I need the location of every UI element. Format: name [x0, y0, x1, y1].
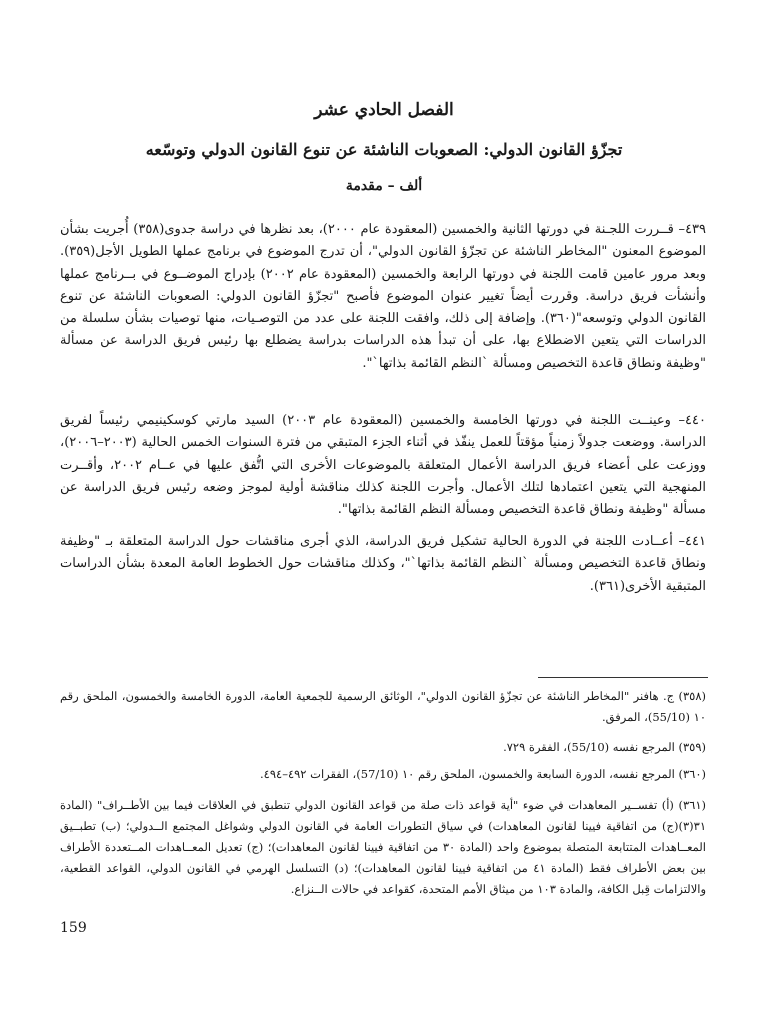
paragraph-441: ٤٤١– أعــادت اللجنة في الدورة الحالية تشكيل فريق الدراسة، الذي أجرى مناقشات حول الدراسة المتعلقة بـ "وظيفة ونطاق قاعدة التخصيص ومسألة `النظم القائمة بذاتها`"، وكذلك مناقشات حول الخطوط العامة المعدة بشأن الدراسات المتبقية الأخرى(٣٦١).: [60, 534, 706, 594]
page-number: 159: [60, 920, 87, 936]
footnote-separator: [538, 677, 708, 678]
paragraph-439: ٤٣٩– قــررت اللجـنة في دورتها الثانية والخمسين (المعقودة عام ٢٠٠٠)، بعد نظرها في دراسة جدوى(٣٥٨) أُجريت بشأن الموضوع المعنون "المخاطر الناشئة عن تجزّؤ القانون الدولي"، أن تدرج الموضوع في برنامج عملها الطويل الأجل(٣٥٩). وبعد مرور عامين قامت اللجنة في دورتها الرابعة والخمسين (المعقودة عام ٢٠٠٢) بإدراج الموضــوع في بــرنامج عملها وأنشأت فريق دراسة. وقررت أيضاً تغيير عنوان الموضوع فأصبح "تجزّؤ القانون الدولي: الصعوبات الناشئة عن تنوع القانون الدولي وتوسعه"(٣٦٠). وإضافة إلى ذلك، وافقت اللجنة على عدد من التوصـيات، منها توصيات بشأن سلسلة من الدراسات التي يتعين الاضطلاع بها، على أن تبدأ هذه الدراسات بدراسة يضطلع بها رئيس فريق الدراسة عن مسألة "وظيفة ونطاق قاعدة التخصيص ومسألة `النظم القائمة بذاتها`".: [60, 222, 707, 371]
chapter-title: الفصل الحادي عشر: [314, 100, 454, 120]
footnote-359: (٣٥٩) المرجع نفسه (55/10)، الفقرة ٧٢٩.: [503, 740, 706, 754]
chapter-subtitle: تجزّؤ القانون الدولي: الصعوبات الناشئة عن تنوع القانون الدولي وتوسّعه: [145, 140, 623, 159]
footnote-360: (٣٦٠) المرجع نفسه، الدورة السابعة والخمسون، الملحق رقم ١٠ (57/10)، الفقرات ٤٩٢–٤٩٤.: [260, 767, 706, 781]
footnote-361: (٣٦١) (أ) تفســير المعاهدات في ضوء "أية قواعد ذات صلة من قواعد القانون الدولي تنطبق في العلاقات فيما بين الأطــراف" (المادة ٣١(٣)(ج) من اتفاقية فيينا لقانون المعاهدات) في سياق التطورات العامة في القانون الدولي وشواغل المجتمع الــدولي؛ (ب) تطبــيق المعــاهدات المتتابعة المتصلة بموضوع واحد (المادة ٣٠ من اتفاقية فيينا لقانون المعاهدات)؛ (ج) تعديل المعــاهدات المــتعددة الأطراف بين بعض الأطراف فقط (المادة ٤١ من اتفاقية فيينا لقانون المعاهدات)؛ (د) التسلسل الهرمي في القانون الدولي، القواعد القطعية، والالتزامات قِبل الكافة، والمادة ١٠٣ من ميثاق الأمم المتحدة، كقواعد في حالات الــنزاع.: [60, 798, 706, 896]
section-heading: ألف – مقدمة: [345, 178, 423, 194]
paragraph-440: ٤٤٠– وعينــت اللجنة في دورتها الخامسة والخمسين (المعقودة عام ٢٠٠٣) السيد مارتي كوسكينيمي رئيساً لفريق الدراسة. ووضعت جدولاً زمنياً مؤقتاً للعمل ينفّذ في أثناء الجزء المتبقي من فترة السنوات الخمس الحالية (٢٠٠٣–٢٠٠٦)، ووزعت على أعضاء فريق الدراسة الأعمال المتعلقة بالموضوعات الأخرى التي اتُّفق عليها في عــام ٢٠٠٢، وأقــرت المنهجية التي يتعين اعتمادها لتلك الأعمال. وأجرت اللجنة كذلك مناقشة أولية لموجز وضعه رئيس فريق الدراسة عن مسألة "وظيفة ونطاق قاعدة التخصيص ومسألة النظم القائمة بذاتها".: [60, 413, 706, 518]
footnote-358: (٣٥٨) ج. هافنر "المخاطر الناشئة عن تجزّؤ القانون الدولي"، الوثائق الرسمية للجمعية العامة، الدورة الخامسة والخمسون، الملحق رقم ١٠ (55/10)، المرفق.: [60, 689, 706, 724]
